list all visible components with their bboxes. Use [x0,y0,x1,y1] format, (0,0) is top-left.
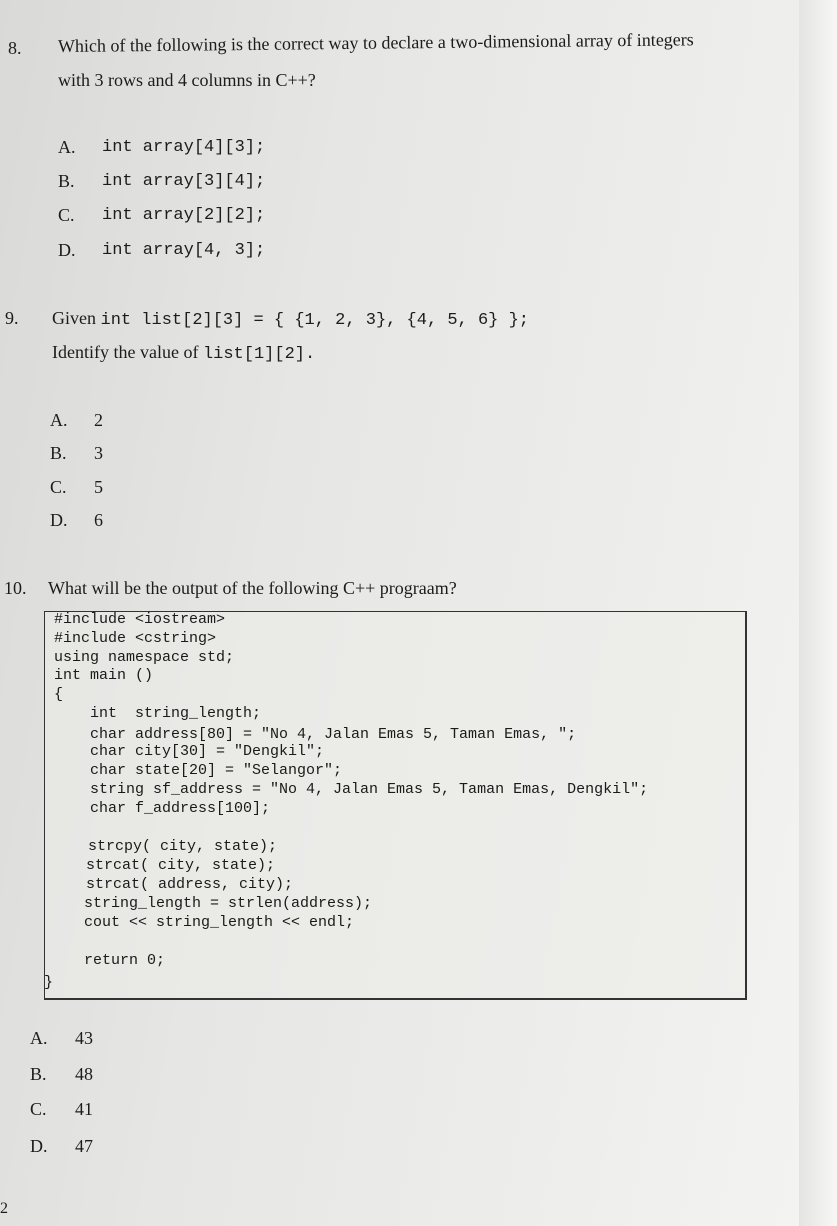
question-8-option-d-letter: D. [58,240,76,260]
question-8-text-line1: Which of the following is the correct way to declare a two-dimensional array of integers [57,29,694,56]
question-10-text: What will be the output of the following C++ prograam? [48,578,457,598]
code-line: string sf_address = "No 4, Jalan Emas 5, Taman Emas, Dengkil"; [90,781,649,798]
code-line: char state[20] = "Selangor"; [90,762,343,779]
question-9-text-line2 [52,342,315,364]
question-10-option-b-text: 48 [75,1064,93,1084]
code-line: int string_length; [90,705,262,722]
page-number-fragment: 2 [0,1200,8,1217]
question-9-option-a-text: 2 [94,410,103,430]
question-8-option-c-letter: C. [58,205,75,225]
code-line: cout << string_length << endl; [84,914,355,931]
code-line: #include <iostream> [54,611,226,628]
code-line: strcpy( city, state); [88,838,278,855]
question-8-option-c-text: int array[2][2]; [102,206,266,225]
question-9-number: 9. [5,308,19,328]
question-10-option-d-letter: D. [30,1136,48,1156]
code-line: return 0; [84,952,166,969]
question-9-text2-prefix: Identify the value of [52,342,203,362]
question-10-option-a-text: 43 [75,1028,93,1048]
question-8-option-a-text: int array[4][3]; [102,138,266,157]
question-9-text-line1 [52,308,529,330]
code-line: #include <cstring> [54,630,217,647]
question-8-option-d-text: int array[4, 3]; [102,241,266,260]
question-9-option-b-letter: B. [50,443,67,463]
question-9-option-d-letter: D. [50,510,68,530]
code-line: string_length = strlen(address); [84,895,373,912]
paper-edge [799,0,837,1226]
code-line: using namespace std; [54,649,235,666]
question-10-number: 10. [4,578,27,598]
question-8-option-b-letter: B. [58,171,75,191]
code-line: strcat( address, city); [86,876,294,893]
code-line: strcat( city, state); [86,857,276,874]
code-line: int main () [54,667,154,684]
question-9-option-d-text: 6 [94,510,103,530]
question-10-option-c-text: 41 [75,1099,93,1119]
question-10-option-c-letter: C. [30,1099,47,1119]
code-line: { [54,686,64,703]
question-9-text-prefix: Given [52,308,101,328]
question-10-option-b-letter: B. [30,1064,47,1084]
question-8-option-a-letter: A. [58,137,76,157]
question-9-code: int list[2][3] = { {1, 2, 3}, {4, 5, 6} }; [100,311,529,330]
code-line: char city[30] = "Dengkil"; [90,743,325,760]
question-9-option-a-letter: A. [50,410,68,430]
question-9-option-c-text: 5 [94,477,103,497]
question-9-option-c-letter: C. [50,477,67,497]
question-8-text-line2: with 3 rows and 4 columns in C++? [58,70,316,90]
question-9-option-b-text: 3 [94,443,103,463]
code-line: char f_address[100]; [90,800,271,817]
question-8-option-b-text: int array[3][4]; [102,172,266,191]
question-8-number: 8. [8,38,22,58]
code-line: } [44,974,54,991]
question-10-option-d-text: 47 [75,1136,93,1156]
code-line: char address[80] = "No 4, Jalan Emas 5, Taman Emas, "; [90,726,577,743]
question-10-option-a-letter: A. [30,1028,48,1048]
question-9-code2: list[1][2]. [202,345,316,364]
